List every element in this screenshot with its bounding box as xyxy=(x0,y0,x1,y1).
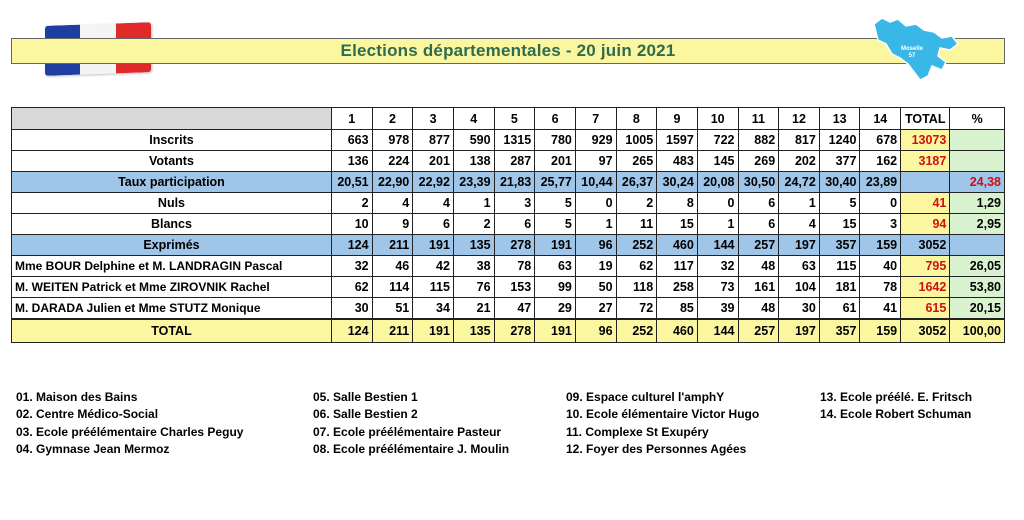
data-cell: 278 xyxy=(494,319,535,343)
data-cell: 115 xyxy=(819,256,860,277)
legend-item: 06. Salle Bestien 2 xyxy=(313,407,418,422)
table-row xyxy=(12,130,1005,151)
data-cell: 5 xyxy=(535,214,576,235)
percent-cell: 2,95 xyxy=(950,214,1005,235)
legend-item: 14. Ecole Robert Schuman xyxy=(820,407,972,422)
row-label: M. WEITEN Patrick et Mme ZIROVNIK Rachel xyxy=(12,277,332,298)
row-label: Taux participation xyxy=(12,172,332,193)
table-row xyxy=(12,214,1005,235)
data-cell: 51 xyxy=(372,298,413,320)
data-cell: 161 xyxy=(738,277,779,298)
column-header: 14 xyxy=(860,108,901,130)
row-label: M. DARADA Julien et Mme STUTZ Monique xyxy=(12,298,332,320)
row-label: Inscrits xyxy=(12,130,332,151)
data-cell: 96 xyxy=(575,319,616,343)
data-cell: 877 xyxy=(413,130,454,151)
data-cell: 30 xyxy=(779,298,820,320)
data-cell: 191 xyxy=(413,319,454,343)
data-cell: 30,24 xyxy=(657,172,698,193)
data-cell: 78 xyxy=(494,256,535,277)
data-cell: 32 xyxy=(331,256,372,277)
total-cell: 41 xyxy=(901,193,950,214)
data-cell: 63 xyxy=(535,256,576,277)
data-cell: 882 xyxy=(738,130,779,151)
data-cell: 678 xyxy=(860,130,901,151)
data-cell: 11 xyxy=(616,214,657,235)
data-cell: 21 xyxy=(453,298,494,320)
data-cell: 138 xyxy=(453,151,494,172)
data-cell: 3 xyxy=(860,214,901,235)
data-cell: 1 xyxy=(697,214,738,235)
row-label: Votants xyxy=(12,151,332,172)
legend-column-3 xyxy=(566,389,759,458)
data-cell: 23,39 xyxy=(453,172,494,193)
data-cell: 15 xyxy=(657,214,698,235)
total-cell: 3052 xyxy=(901,235,950,256)
data-cell: 780 xyxy=(535,130,576,151)
data-cell: 99 xyxy=(535,277,576,298)
data-cell: 211 xyxy=(372,235,413,256)
row-label: TOTAL xyxy=(12,319,332,343)
data-cell: 62 xyxy=(331,277,372,298)
data-cell: 29 xyxy=(535,298,576,320)
table-row xyxy=(12,319,1005,343)
column-header: 12 xyxy=(779,108,820,130)
column-header: TOTAL xyxy=(901,108,950,130)
data-cell: 258 xyxy=(657,277,698,298)
total-cell: 13073 xyxy=(901,130,950,151)
data-cell: 30,40 xyxy=(819,172,860,193)
column-header: 3 xyxy=(413,108,454,130)
data-cell: 287 xyxy=(494,151,535,172)
data-cell: 197 xyxy=(779,235,820,256)
table-row xyxy=(12,277,1005,298)
data-cell: 1 xyxy=(453,193,494,214)
column-header: 8 xyxy=(616,108,657,130)
data-cell: 5 xyxy=(535,193,576,214)
data-cell: 483 xyxy=(657,151,698,172)
percent-cell: 24,38 xyxy=(950,172,1005,193)
data-cell: 460 xyxy=(657,235,698,256)
data-cell: 162 xyxy=(860,151,901,172)
row-label: Blancs xyxy=(12,214,332,235)
column-header: 7 xyxy=(575,108,616,130)
data-cell: 1597 xyxy=(657,130,698,151)
percent-cell: 53,80 xyxy=(950,277,1005,298)
data-cell: 10 xyxy=(331,214,372,235)
data-cell: 72 xyxy=(616,298,657,320)
data-cell: 257 xyxy=(738,235,779,256)
data-cell: 978 xyxy=(372,130,413,151)
data-cell: 136 xyxy=(331,151,372,172)
data-cell: 22,90 xyxy=(372,172,413,193)
title-banner xyxy=(11,38,1005,64)
table-row xyxy=(12,151,1005,172)
total-cell: 615 xyxy=(901,298,950,320)
data-cell: 191 xyxy=(535,235,576,256)
data-cell: 96 xyxy=(575,235,616,256)
data-cell: 1 xyxy=(779,193,820,214)
data-cell: 224 xyxy=(372,151,413,172)
data-cell: 41 xyxy=(860,298,901,320)
data-cell: 30 xyxy=(331,298,372,320)
data-cell: 73 xyxy=(697,277,738,298)
data-cell: 144 xyxy=(697,235,738,256)
data-cell: 124 xyxy=(331,235,372,256)
legend-item: 03. Ecole préélémentaire Charles Peguy xyxy=(16,424,244,439)
page-title: Elections départementales - 20 juin 2021 xyxy=(340,41,676,60)
column-header: 9 xyxy=(657,108,698,130)
total-cell: 94 xyxy=(901,214,950,235)
data-cell: 460 xyxy=(657,319,698,343)
data-cell: 48 xyxy=(738,256,779,277)
data-cell: 201 xyxy=(413,151,454,172)
data-cell: 1005 xyxy=(616,130,657,151)
data-cell: 34 xyxy=(413,298,454,320)
column-header: 11 xyxy=(738,108,779,130)
data-cell: 663 xyxy=(331,130,372,151)
data-cell: 76 xyxy=(453,277,494,298)
data-cell: 19 xyxy=(575,256,616,277)
column-header: 2 xyxy=(372,108,413,130)
percent-cell: 20,15 xyxy=(950,298,1005,320)
legend-item: 07. Ecole préélémentaire Pasteur xyxy=(313,424,502,439)
data-cell: 0 xyxy=(575,193,616,214)
legend-column-4 xyxy=(820,389,972,424)
data-cell: 202 xyxy=(779,151,820,172)
data-cell: 9 xyxy=(372,214,413,235)
data-cell: 1315 xyxy=(494,130,535,151)
data-cell: 4 xyxy=(372,193,413,214)
column-header: 4 xyxy=(453,108,494,130)
data-cell: 8 xyxy=(657,193,698,214)
data-cell: 144 xyxy=(697,319,738,343)
data-cell: 1 xyxy=(575,214,616,235)
row-label: Mme BOUR Delphine et M. LANDRAGIN Pascal xyxy=(12,256,332,277)
column-header: 5 xyxy=(494,108,535,130)
data-cell: 6 xyxy=(413,214,454,235)
map-label-number: 57 xyxy=(908,53,916,59)
data-cell: 357 xyxy=(819,319,860,343)
table-row xyxy=(12,298,1005,320)
data-cell: 211 xyxy=(372,319,413,343)
data-cell: 191 xyxy=(413,235,454,256)
data-cell: 30,50 xyxy=(738,172,779,193)
data-cell: 357 xyxy=(819,235,860,256)
map-label xyxy=(898,46,926,60)
data-cell: 197 xyxy=(779,319,820,343)
data-cell: 135 xyxy=(453,235,494,256)
legend-column-1 xyxy=(16,389,243,458)
percent-cell xyxy=(950,235,1005,256)
data-cell: 25,77 xyxy=(535,172,576,193)
data-cell: 40 xyxy=(860,256,901,277)
data-cell: 278 xyxy=(494,235,535,256)
table-row xyxy=(12,172,1005,193)
total-cell: 795 xyxy=(901,256,950,277)
data-cell: 181 xyxy=(819,277,860,298)
data-cell: 257 xyxy=(738,319,779,343)
data-cell: 6 xyxy=(738,193,779,214)
legend-item: 13. Ecole préélé. E. Fritsch xyxy=(820,390,973,404)
data-cell: 78 xyxy=(860,277,901,298)
data-cell: 817 xyxy=(779,130,820,151)
data-cell: 159 xyxy=(860,319,901,343)
data-cell: 47 xyxy=(494,298,535,320)
data-cell: 5 xyxy=(819,193,860,214)
header-label-cell xyxy=(12,108,332,130)
data-cell: 26,37 xyxy=(616,172,657,193)
data-cell: 24,72 xyxy=(779,172,820,193)
data-cell: 269 xyxy=(738,151,779,172)
legend-item: 09. Espace culturel l'amphY xyxy=(566,390,725,404)
data-cell: 159 xyxy=(860,235,901,256)
data-cell: 22,92 xyxy=(413,172,454,193)
data-cell: 4 xyxy=(413,193,454,214)
column-header: 1 xyxy=(331,108,372,130)
legend-item: 08. Ecole préélémentaire J. Moulin xyxy=(313,441,510,456)
data-cell: 39 xyxy=(697,298,738,320)
legend-item: 12. Foyer des Personnes Agées xyxy=(566,441,747,456)
legend-column-2 xyxy=(313,389,509,458)
data-cell: 252 xyxy=(616,319,657,343)
data-cell: 590 xyxy=(453,130,494,151)
column-header: 13 xyxy=(819,108,860,130)
data-cell: 201 xyxy=(535,151,576,172)
data-cell: 153 xyxy=(494,277,535,298)
data-cell: 115 xyxy=(413,277,454,298)
percent-cell: 1,29 xyxy=(950,193,1005,214)
legend-item: 04. Gymnase Jean Mermoz xyxy=(16,441,170,456)
data-cell: 191 xyxy=(535,319,576,343)
data-cell: 32 xyxy=(697,256,738,277)
column-header: % xyxy=(950,108,1005,130)
data-cell: 117 xyxy=(657,256,698,277)
results-table xyxy=(11,107,1005,343)
data-cell: 46 xyxy=(372,256,413,277)
table-row xyxy=(12,193,1005,214)
legend-item: 05. Salle Bestien 1 xyxy=(313,390,418,404)
data-cell: 1240 xyxy=(819,130,860,151)
column-header: 10 xyxy=(697,108,738,130)
map-label-department: Moselle xyxy=(900,46,923,52)
data-cell: 61 xyxy=(819,298,860,320)
data-cell: 85 xyxy=(657,298,698,320)
data-cell: 722 xyxy=(697,130,738,151)
data-cell: 2 xyxy=(616,193,657,214)
data-cell: 6 xyxy=(494,214,535,235)
data-cell: 42 xyxy=(413,256,454,277)
data-cell: 23,89 xyxy=(860,172,901,193)
data-cell: 21,83 xyxy=(494,172,535,193)
data-cell: 377 xyxy=(819,151,860,172)
row-label: Exprimés xyxy=(12,235,332,256)
percent-cell: 26,05 xyxy=(950,256,1005,277)
data-cell: 118 xyxy=(616,277,657,298)
percent-cell: 100,00 xyxy=(950,319,1005,343)
data-cell: 252 xyxy=(616,235,657,256)
column-header: 6 xyxy=(535,108,576,130)
data-cell: 124 xyxy=(331,319,372,343)
data-cell: 0 xyxy=(860,193,901,214)
data-cell: 63 xyxy=(779,256,820,277)
data-cell: 4 xyxy=(779,214,820,235)
data-cell: 135 xyxy=(453,319,494,343)
legend-item: 01. Maison des Bains xyxy=(16,390,138,404)
data-cell: 265 xyxy=(616,151,657,172)
legend-item: 02. Centre Médico-Social xyxy=(16,407,159,422)
data-cell: 50 xyxy=(575,277,616,298)
data-cell: 2 xyxy=(331,193,372,214)
total-cell: 3187 xyxy=(901,151,950,172)
total-cell: 1642 xyxy=(901,277,950,298)
data-cell: 145 xyxy=(697,151,738,172)
row-label: Nuls xyxy=(12,193,332,214)
table-header-row xyxy=(12,108,1005,130)
data-cell: 20,51 xyxy=(331,172,372,193)
total-cell xyxy=(901,172,950,193)
data-cell: 929 xyxy=(575,130,616,151)
data-cell: 62 xyxy=(616,256,657,277)
data-cell: 114 xyxy=(372,277,413,298)
data-cell: 15 xyxy=(819,214,860,235)
data-cell: 0 xyxy=(697,193,738,214)
legend-item: 11. Complexe St Exupéry xyxy=(566,424,709,439)
total-cell: 3052 xyxy=(901,319,950,343)
data-cell: 20,08 xyxy=(697,172,738,193)
data-cell: 3 xyxy=(494,193,535,214)
table-row xyxy=(12,256,1005,277)
legend-item: 10. Ecole élémentaire Victor Hugo xyxy=(566,407,760,422)
percent-cell xyxy=(950,151,1005,172)
table-row xyxy=(12,235,1005,256)
data-cell: 48 xyxy=(738,298,779,320)
data-cell: 104 xyxy=(779,277,820,298)
data-cell: 2 xyxy=(453,214,494,235)
data-cell: 10,44 xyxy=(575,172,616,193)
data-cell: 6 xyxy=(738,214,779,235)
data-cell: 97 xyxy=(575,151,616,172)
percent-cell xyxy=(950,130,1005,151)
data-cell: 38 xyxy=(453,256,494,277)
data-cell: 27 xyxy=(575,298,616,320)
